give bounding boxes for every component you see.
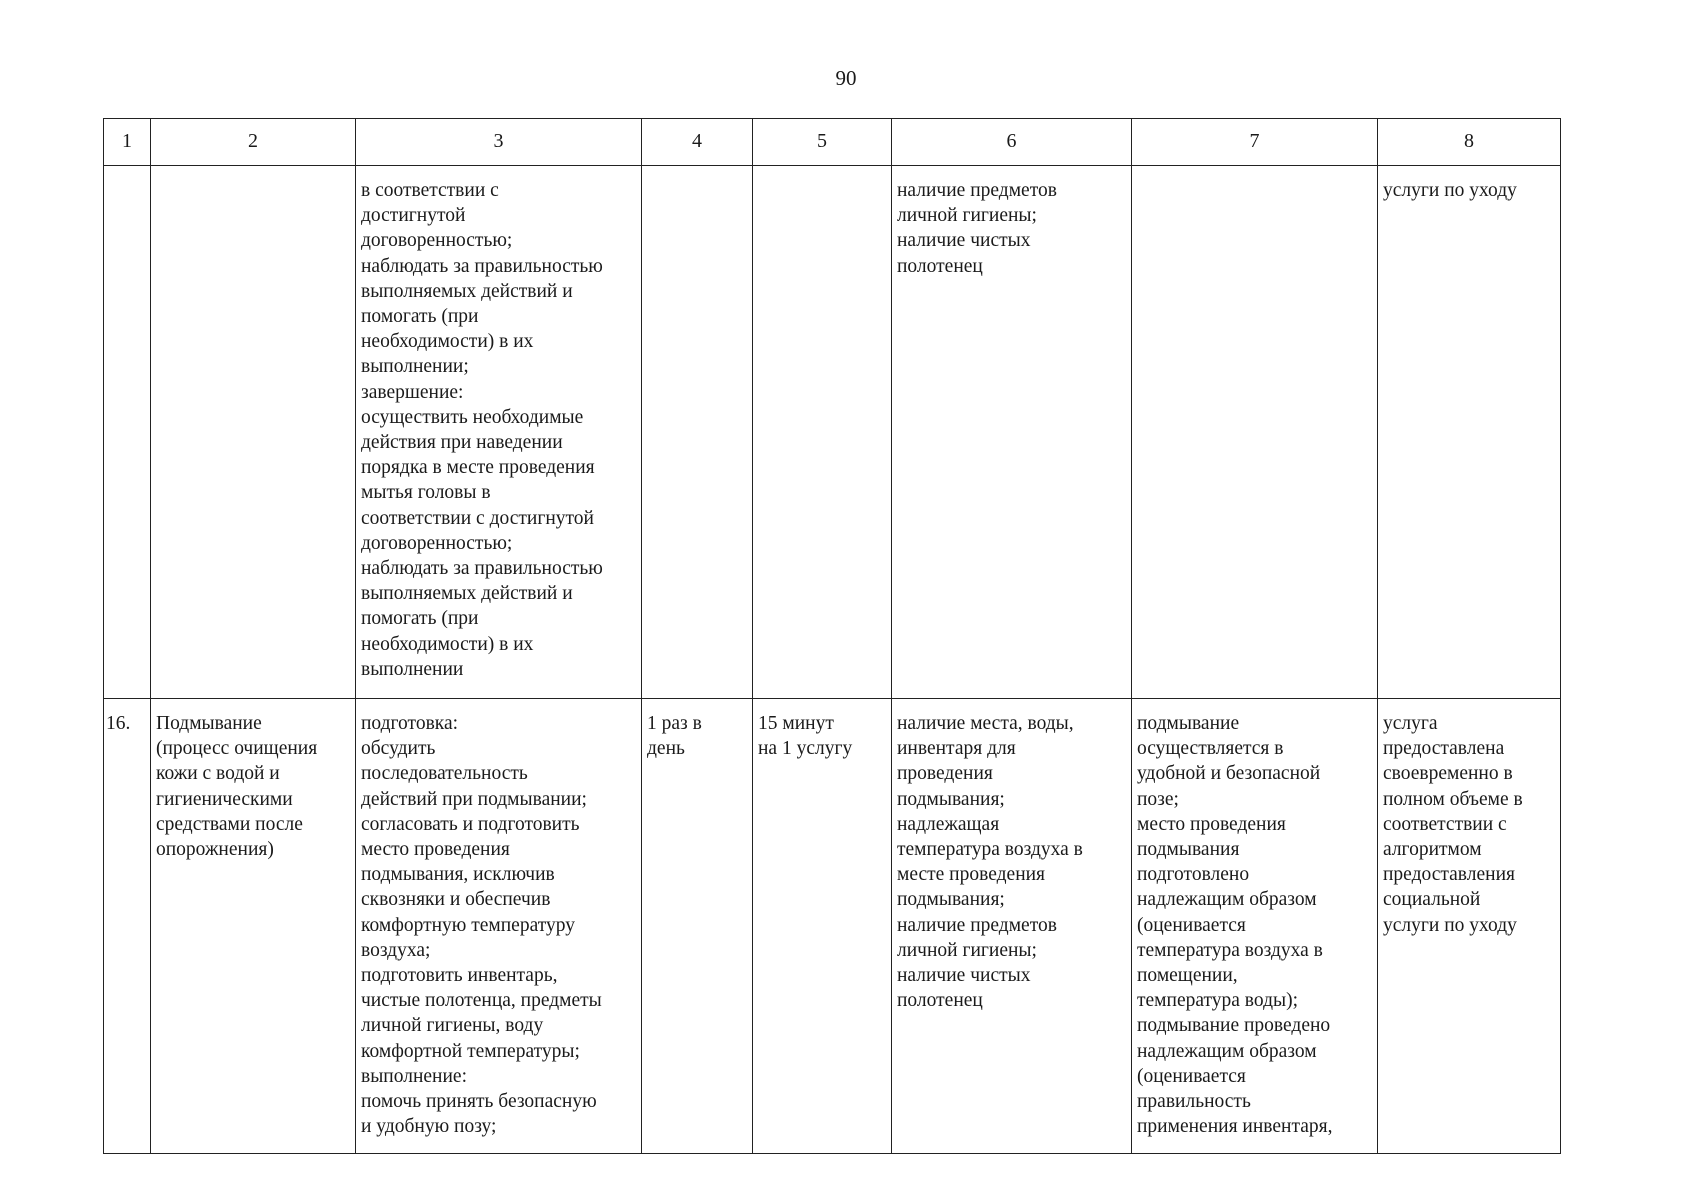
column-header-1: 1 [104, 119, 151, 166]
table-header-row [104, 119, 1561, 166]
frequency-cell [642, 166, 753, 699]
conditions-cell: наличие предметов личной гигиены; наличие чистых полотенец [892, 166, 1132, 699]
evaluation-cell: услуги по уходу [1378, 166, 1561, 699]
standards-table [103, 118, 1561, 1154]
row-number-cell [104, 166, 151, 699]
procedure-cell: подготовка: обсудить последовательность действий при подмывании; согласовать и подготовить место проведения подмывания, исключив сквозняки и обеспечив комфортную температуру воздуха; подготовить инвентарь, чистые полотенца, предметы личной гигиены, воду комфортной температуры; выполнение: помочь принять безопасную и удобную позу; [356, 699, 642, 1154]
row-number-cell: 16. [104, 699, 151, 1154]
page-number: 90 [835, 66, 857, 90]
column-header-5: 5 [753, 119, 892, 166]
quality-indicators-cell: подмывание осуществляется в удобной и безопасной позе; место проведения подмывания подготовлено надлежащим образом (оценивается температура воздуха в помещении, температура воды); подмывание проведено надлежащим образом (оценивается правильность применения инвентаря, [1132, 699, 1378, 1154]
conditions-cell: наличие места, воды, инвентаря для проведения подмывания; надлежащая температура воздуха в месте проведения подмывания; наличие предметов личной гигиены; наличие чистых полотенец [892, 699, 1132, 1154]
table-row [104, 166, 1561, 699]
column-header-8: 8 [1378, 119, 1561, 166]
column-header-4: 4 [642, 119, 753, 166]
column-header-6: 6 [892, 119, 1132, 166]
column-header-3: 3 [356, 119, 642, 166]
quality-indicators-cell [1132, 166, 1378, 699]
service-name-cell: Подмывание (процесс очищения кожи с водой и гигиеническими средствами после опорожнения) [151, 699, 356, 1154]
evaluation-cell: услуга предоставлена своевременно в полном объеме в соответствии с алгоритмом предоставления социальной услуги по уходу [1378, 699, 1561, 1154]
duration-cell [753, 166, 892, 699]
procedure-cell: в соответствии с достигнутой договоренностью; наблюдать за правильностью выполняемых действий и помогать (при необходимости) в их выполнении; завершение: осуществить необходимые действия при наведении порядка в месте проведения мытья головы в соответствии с достигнутой договоренностью; наблюдать за правильностью выполняемых действий и помогать (при необходимости) в их выполнении [356, 166, 642, 699]
table-row [104, 699, 1561, 1154]
column-header-2: 2 [151, 119, 356, 166]
column-header-7: 7 [1132, 119, 1378, 166]
frequency-cell: 1 раз в день [642, 699, 753, 1154]
duration-cell: 15 минут на 1 услугу [753, 699, 892, 1154]
service-name-cell [151, 166, 356, 699]
